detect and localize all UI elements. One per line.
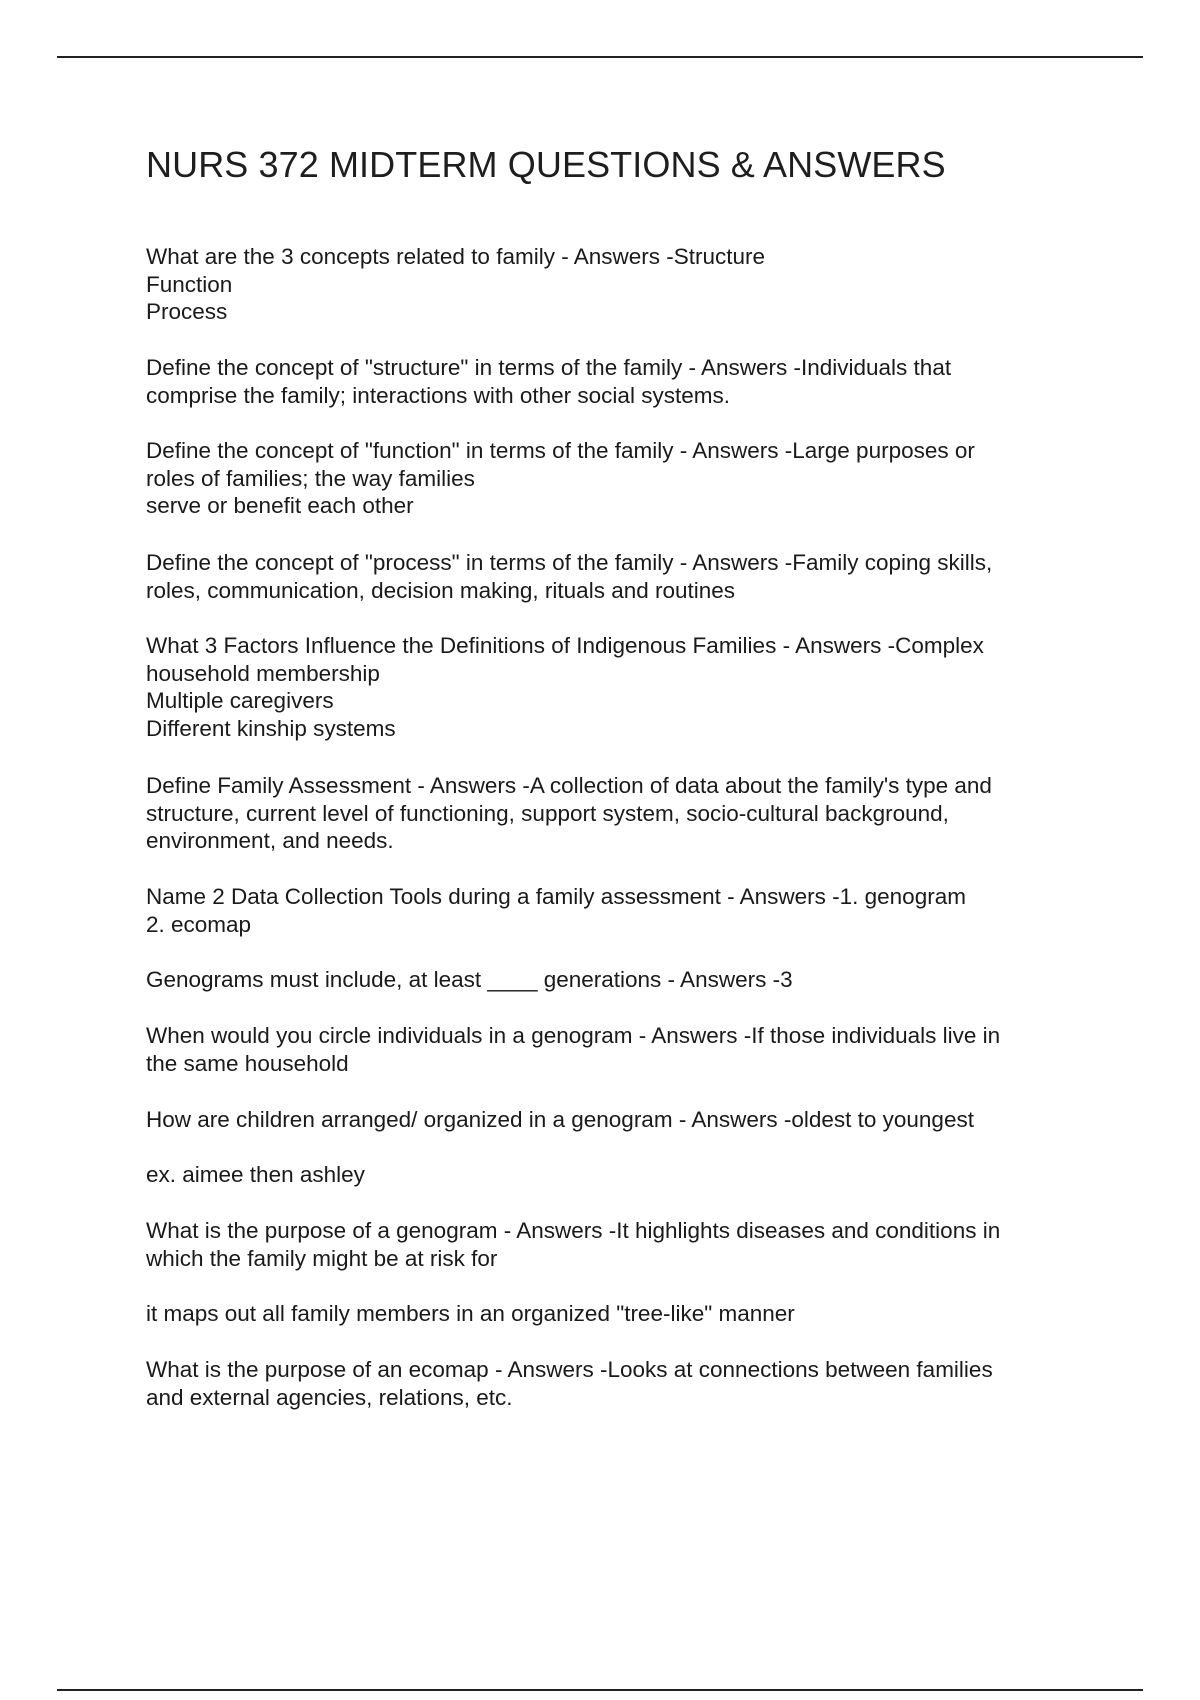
qa-line: What is the purpose of an ecomap - Answers -Looks at connections between families bbox=[146, 1357, 993, 1382]
qa-entry bbox=[146, 966, 1106, 994]
qa-line: it maps out all family members in an organized "tree-like" manner bbox=[146, 1301, 795, 1326]
qa-line: and external agencies, relations, etc. bbox=[146, 1384, 513, 1410]
qa-entry bbox=[146, 1356, 1106, 1411]
qa-line: Define the concept of "structure" in terms of the family - Answers -Individuals that bbox=[146, 355, 952, 380]
qa-line: ex. aimee then ashley bbox=[146, 1162, 365, 1187]
qa-line: the same household bbox=[146, 1050, 349, 1076]
qa-entry bbox=[146, 1217, 1106, 1272]
qa-line: Define Family Assessment - Answers -A collection of data about the family's type and bbox=[146, 773, 992, 798]
qa-entry bbox=[146, 243, 1106, 326]
qa-entry bbox=[146, 1161, 1106, 1189]
document-title: NURS 372 MIDTERM QUESTIONS & ANSWERS bbox=[146, 144, 946, 185]
qa-line: How are children arranged/ organized in a genogram - Answers -oldest to youngest bbox=[146, 1107, 974, 1132]
qa-line: roles of families; the way families bbox=[146, 465, 475, 491]
qa-line: What 3 Factors Influence the Definitions of Indigenous Families - Answers -Complex bbox=[146, 633, 984, 658]
qa-line: roles, communication, decision making, rituals and routines bbox=[146, 577, 736, 603]
qa-line: comprise the family; interactions with other social systems. bbox=[146, 382, 730, 408]
qa-line: Multiple caregivers bbox=[146, 688, 334, 713]
qa-line: Name 2 Data Collection Tools during a family assessment - Answers -1. genogram bbox=[146, 884, 966, 909]
bottom-divider bbox=[57, 1689, 1143, 1691]
qa-entry bbox=[146, 883, 1106, 938]
qa-entry bbox=[146, 354, 1106, 409]
qa-line: environment, and needs. bbox=[146, 828, 394, 853]
qa-line: structure, current level of functioning, support system, socio-cultural background, bbox=[146, 800, 949, 826]
qa-line: Process bbox=[146, 299, 228, 324]
qa-line: Define the concept of "process" in terms of the family - Answers -Family coping skills, bbox=[146, 550, 993, 575]
qa-entry bbox=[146, 1106, 1106, 1134]
qa-line: which the family might be at risk for bbox=[146, 1245, 498, 1271]
qa-line: Different kinship systems bbox=[146, 715, 396, 741]
qa-line: serve or benefit each other bbox=[146, 493, 414, 518]
top-divider bbox=[57, 56, 1143, 58]
qa-line: What is the purpose of a genogram - Answers -It highlights diseases and conditions in bbox=[146, 1218, 1001, 1243]
qa-entry bbox=[146, 772, 1106, 855]
qa-line: Define the concept of "function" in terms of the family - Answers -Large purposes or bbox=[146, 438, 975, 463]
qa-line: When would you circle individuals in a genogram - Answers -If those individuals live in bbox=[146, 1023, 1001, 1048]
qa-entry bbox=[146, 1022, 1106, 1077]
qa-line: What are the 3 concepts related to family - Answers -Structure bbox=[146, 244, 766, 269]
qa-entry bbox=[146, 1300, 1106, 1328]
qa-line: household membership bbox=[146, 660, 380, 686]
qa-entry bbox=[146, 632, 1106, 742]
qa-line: Function bbox=[146, 271, 233, 297]
qa-line: 2. ecomap bbox=[146, 911, 252, 937]
qa-entry bbox=[146, 437, 1106, 520]
qa-line: Genograms must include, at least ____ generations - Answers -3 bbox=[146, 967, 793, 992]
qa-entry bbox=[146, 549, 1106, 604]
